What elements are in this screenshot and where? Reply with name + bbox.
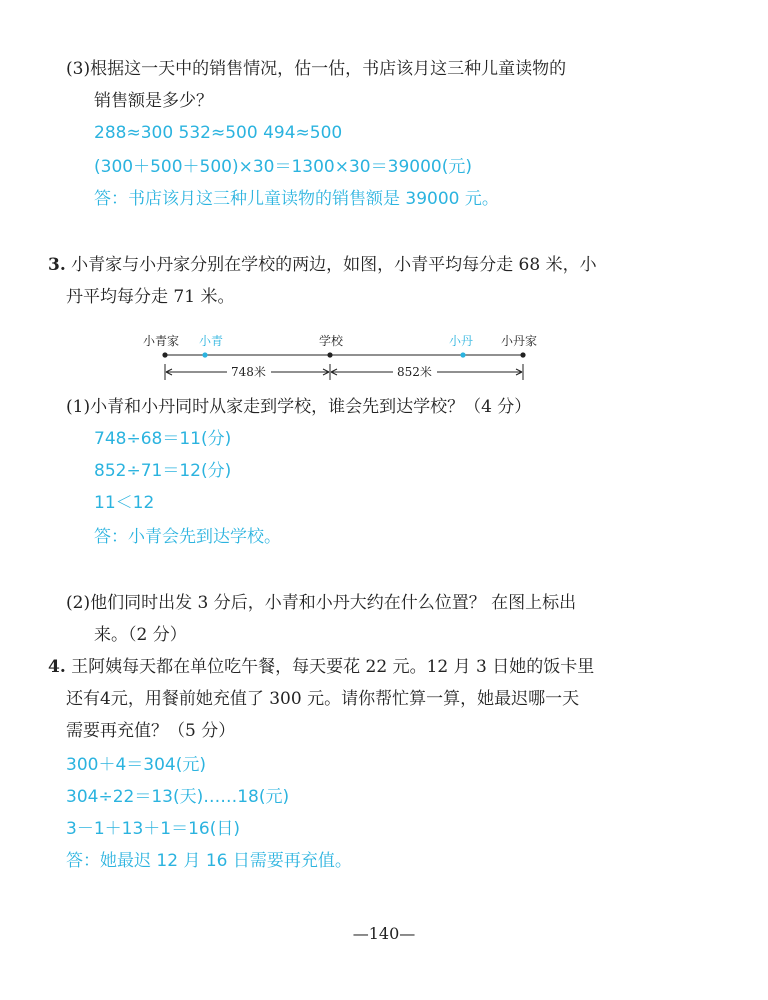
q3-sub1-answer-line2: 852÷71＝12(分) — [94, 461, 232, 481]
distance-748: 748米 — [231, 365, 266, 379]
q4-text-line2: 还有4元，用餐前她充值了 300 元。请你帮忙算一算，她最迟哪一天 — [66, 689, 580, 709]
q3-sub2-text-line2: 来。（2 分） — [94, 625, 187, 645]
q3-text-line1 — [48, 254, 597, 276]
q4-text: 王阿姨每天都在单位吃午餐，每天要花 22 元。12 月 3 日她的饭卡里 — [71, 657, 595, 677]
q4-text-line1 — [48, 656, 594, 678]
q3-text-line2: 丹平均每分走 71 米。 — [66, 287, 235, 307]
q2-answer-line2: (300＋500＋500)×30＝1300×30＝39000(元) — [94, 157, 472, 177]
q3-sub1-answer-line4: 答：小青会先到达学校。 — [94, 527, 281, 547]
q4-answer-line1: 300＋4＝304(元) — [66, 755, 206, 775]
school-point — [327, 352, 332, 357]
xiaodan-home-point — [520, 352, 525, 357]
q4-answer-line3: 3－1＋13＋1＝16(日) — [66, 819, 240, 839]
q2-answer-line1: 288≈300 532≈500 494≈500 — [94, 123, 343, 143]
q2-sub3-text-line2: 销售额是多少？ — [94, 91, 213, 111]
q3-number: 3. — [48, 255, 66, 275]
distance-diagram — [135, 328, 565, 388]
q4-answer-line4: 答：她最迟 12 月 16 日需要再充值。 — [66, 851, 352, 871]
label-xiaodan-home: 小丹家 — [501, 334, 538, 348]
xiaoqing-point — [202, 352, 207, 357]
distance-852: 852米 — [397, 365, 432, 379]
q4-answer-line2: 304÷22＝13(天)……18(元) — [66, 787, 290, 807]
q4-text-line3: 需要再充值？（5 分） — [66, 721, 236, 741]
label-xiaoqing: 小青 — [199, 334, 224, 348]
q3-sub1-answer-line3: 11＜12 — [94, 493, 155, 513]
q3-sub1-text: (1)小青和小丹同时从家走到学校，谁会先到达学校？（4 分） — [66, 397, 532, 417]
xiaoqing-home-point — [162, 352, 167, 357]
q2-sub3-text-line1: (3)根据这一天中的销售情况，估一估，书店该月这三种儿童读物的 — [66, 59, 567, 79]
label-xiaodan: 小丹 — [449, 334, 474, 348]
q3-sub1-answer-line1: 748÷68＝11(分) — [94, 429, 232, 449]
label-xiaoqing-home: 小青家 — [143, 334, 180, 348]
q2-answer-line3: 答：书店该月这三种儿童读物的销售额是 39000 元。 — [94, 189, 499, 209]
xiaodan-point — [460, 352, 465, 357]
q3-sub2-text-line1: (2)他们同时出发 3 分后，小青和小丹大约在什么位置？ 在图上标出 — [66, 593, 577, 613]
label-school: 学校 — [319, 334, 344, 348]
q4-number: 4. — [48, 657, 66, 677]
page-number: —140— — [352, 924, 416, 943]
q3-text: 小青家与小丹家分别在学校的两边，如图，小青平均每分走 68 米，小 — [71, 255, 597, 275]
